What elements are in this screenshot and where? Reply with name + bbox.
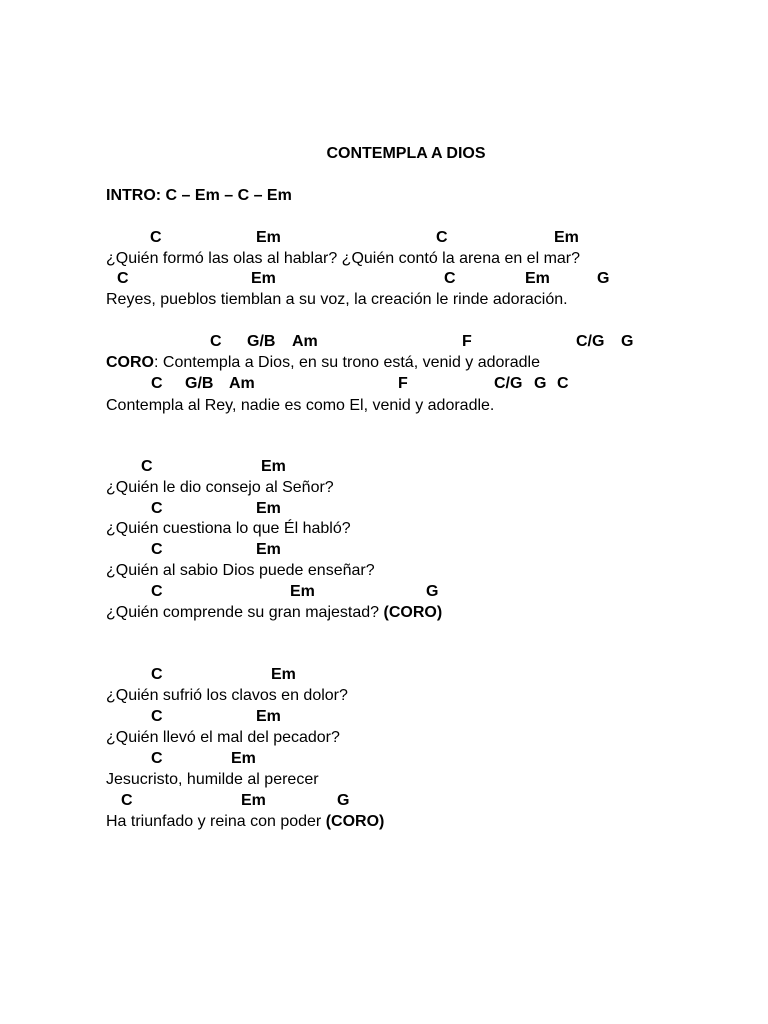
- chord: Em: [525, 270, 550, 287]
- chord: Em: [256, 500, 281, 517]
- chord: C: [151, 541, 163, 558]
- chord: G: [621, 333, 634, 350]
- chord: C: [151, 708, 163, 725]
- chord: Em: [554, 229, 579, 246]
- lyric-text: ¿Quién comprende su gran majestad?: [106, 604, 384, 621]
- chord: Em: [256, 708, 281, 725]
- chord: C: [121, 792, 133, 809]
- chord: C: [444, 270, 456, 287]
- chord: F: [462, 333, 472, 350]
- intro-line: INTRO: C – Em – C – Em: [106, 187, 292, 204]
- chord: C: [141, 458, 153, 475]
- lyric-line: [106, 603, 442, 623]
- chord: C: [557, 375, 569, 392]
- song-title: CONTEMPLA A DIOS: [326, 145, 486, 162]
- coro-tag: (CORO): [383, 604, 443, 621]
- chord: C: [436, 229, 448, 246]
- chord: Am: [229, 375, 255, 392]
- lyric-line: Reyes, pueblos tiemblan a su voz, la creación le rinde adoración.: [106, 291, 568, 308]
- coro-tag: (CORO): [325, 813, 385, 830]
- lyric-line: ¿Quién al sabio Dios puede enseñar?: [106, 562, 375, 579]
- chord: F: [398, 375, 408, 392]
- chorus-line: Contempla al Rey, nadie es como El, venid y adoradle.: [106, 397, 495, 414]
- lyric-line: ¿Quién formó las olas al hablar? ¿Quién contó la arena en el mar?: [106, 250, 581, 267]
- chord: G: [426, 583, 439, 600]
- chord: C: [151, 375, 163, 392]
- lyric-text: Ha triunfado y reina con poder: [106, 813, 326, 830]
- chord: G: [337, 792, 350, 809]
- chord: C: [210, 333, 222, 350]
- chord: G: [534, 375, 547, 392]
- chorus-text: : Contempla a Dios, en su trono está, venid y adoradle: [154, 354, 540, 371]
- lyric-line: ¿Quién cuestiona lo que Él habló?: [106, 520, 351, 537]
- chorus-label: CORO: [106, 354, 154, 371]
- lyric-line: ¿Quién le dio consejo al Señor?: [106, 479, 334, 496]
- lyric-line: Jesucristo, humilde al perecer: [106, 771, 319, 788]
- chord: Em: [290, 583, 315, 600]
- chord: C: [151, 750, 163, 767]
- lyric-line: ¿Quién llevó el mal del pecador?: [106, 729, 340, 746]
- chord: C/G: [494, 375, 523, 392]
- chord: G/B: [247, 333, 276, 350]
- chord: C/G: [576, 333, 605, 350]
- chord: Em: [261, 458, 286, 475]
- lyric-line: ¿Quién sufrió los clavos en dolor?: [106, 687, 348, 704]
- chord: C: [151, 500, 163, 517]
- chord: Em: [256, 229, 281, 246]
- chord: G/B: [185, 375, 214, 392]
- chorus-line: [106, 353, 540, 373]
- chord: G: [597, 270, 610, 287]
- chord: Em: [271, 666, 296, 683]
- chord: C: [151, 666, 163, 683]
- chord: Em: [231, 750, 256, 767]
- chord: C: [150, 229, 162, 246]
- chord: C: [117, 270, 129, 287]
- chord: C: [151, 583, 163, 600]
- chord: Em: [256, 541, 281, 558]
- chord: Am: [292, 333, 318, 350]
- lyric-line: [106, 812, 384, 832]
- chord: Em: [241, 792, 266, 809]
- chord: Em: [251, 270, 276, 287]
